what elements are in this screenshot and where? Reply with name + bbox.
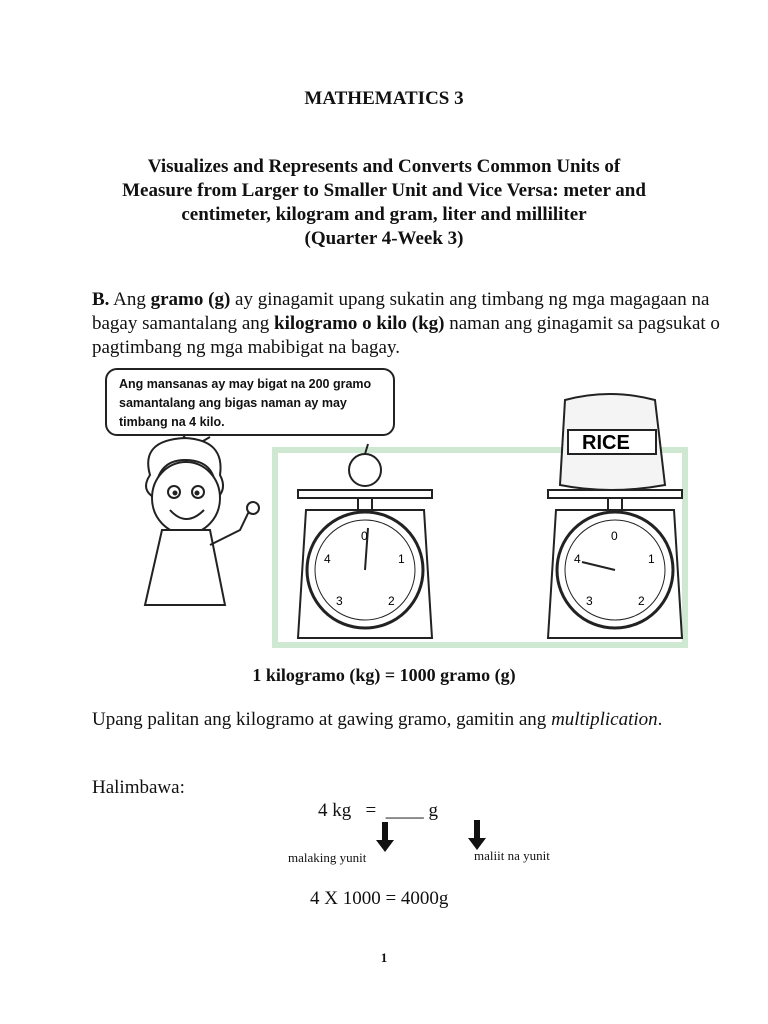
title-line-2: Measure from Larger to Smaller Unit and Vice Versa: meter and [122,180,646,201]
dial-label-4: 4 [324,552,331,566]
conversion-formula: 1 kilogramo (kg) = 1000 gramo (g) [252,665,516,685]
intro-paragraph [92,288,732,360]
instruction-text: Upang palitan ang kilogramo at gawing gramo, gamitin ang [92,709,552,730]
rice-bag-label: RICE [582,432,630,454]
dial-label-0-right: 0 [611,529,618,543]
subject-heading: MATHEMATICS 3 [304,88,464,109]
dial-label-0: 0 [361,529,368,543]
page-number: 1 [380,950,388,965]
apple [349,454,381,486]
dial-label-3: 3 [336,594,343,608]
title-line-3: centimeter, kilogram and gram, liter and milliliter [181,204,587,225]
multiplication-term: multiplication [551,709,658,730]
small-unit-label: maliit na yunit [474,848,550,863]
intro-text-3: naman ang ginagamit sa pagsukat o pagtimbang ng mga mabibigat na bagay. [92,313,720,358]
down-arrow-icon [376,822,394,852]
dial-label-3-right: 3 [586,594,593,608]
gram-term: gramo (g) [150,289,231,310]
example-label: Halimbawa: [92,777,185,798]
intro-text-2: ay ginagamit upang sukatin ang timbang ng mga magagaan na bagay samantalang ang [92,289,710,334]
instruction-paragraph [92,708,732,732]
intro-text-1: Ang [109,289,151,310]
title-line-4: (Quarter 4-Week 3) [304,228,464,249]
kilogram-term: kilogramo o kilo (kg) [274,313,445,334]
section-label: B. [92,289,110,310]
instruction-end: . [657,709,663,730]
boy-character [145,438,259,605]
dial-label-2: 2 [388,594,395,608]
dial-label-1-right: 1 [648,552,655,566]
apple-scale [298,444,432,638]
down-arrows [370,818,490,858]
dial-label-1: 1 [398,552,405,566]
example-solution: 4 X 1000 = 4000g [310,888,449,909]
lesson-title [0,155,768,251]
rice-scale [548,394,682,638]
big-unit-label: malaking yunit [288,850,367,865]
speech-bubble: Ang mansanas ay may bigat na 200 gramo samantalang ang bigas naman ay may timbang na 4 kilo. [105,368,395,436]
title-line-1: Visualizes and Represents and Converts Common Units of [147,156,621,177]
down-arrow-icon [468,820,486,850]
dial-label-2-right: 2 [638,594,645,608]
dial-label-4-right: 4 [574,552,581,566]
example-equation: 4 kg = ____ g [318,800,438,821]
